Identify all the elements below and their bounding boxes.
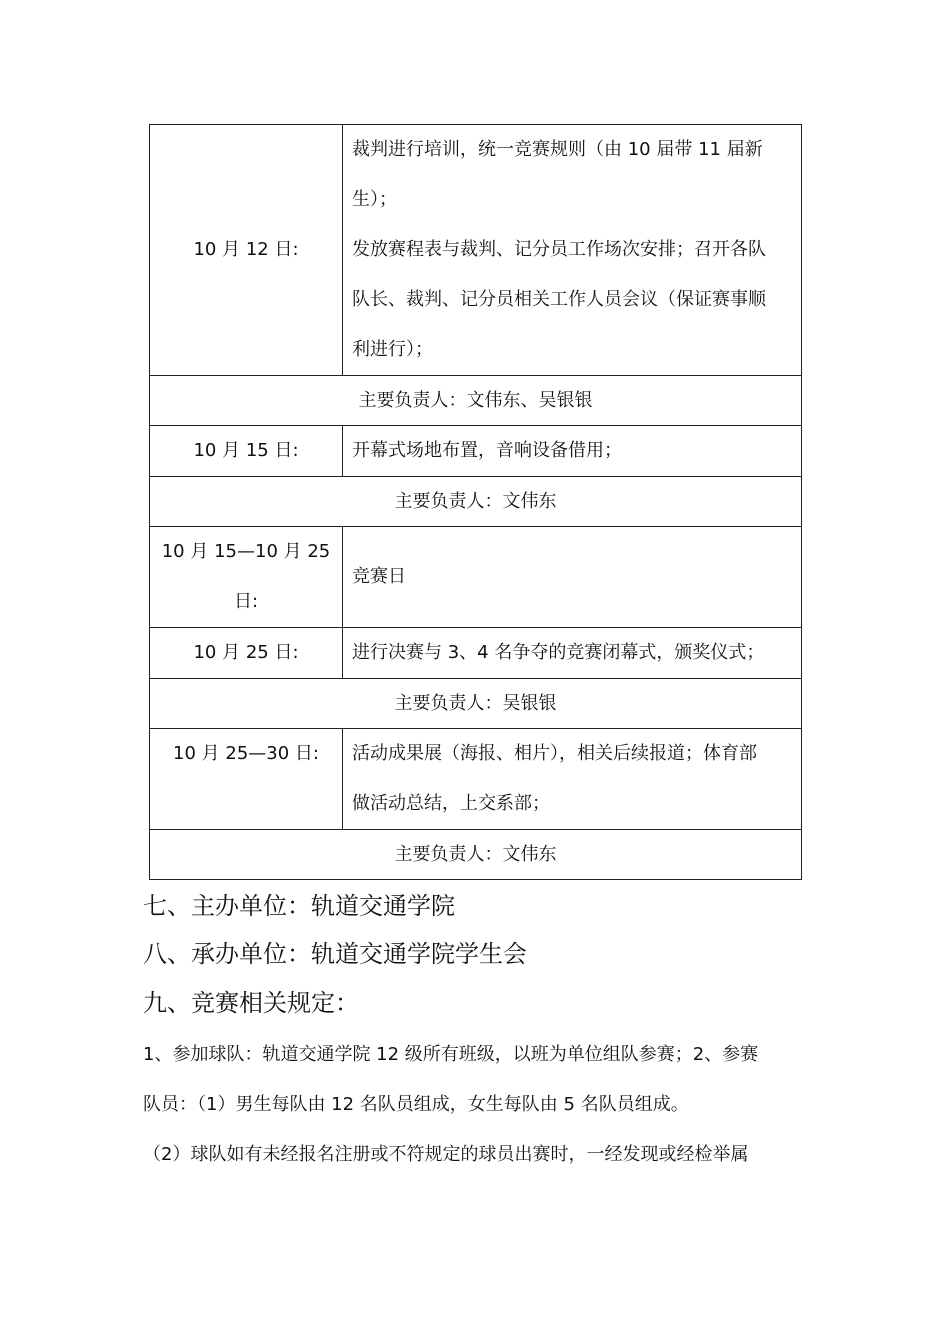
description-line: 竞赛日 (352, 566, 406, 587)
schedule-description (343, 426, 802, 477)
table-row (150, 830, 802, 880)
person-in-charge: 主要负责人：文伟东 (150, 830, 802, 880)
description-line: 进行决赛与 3、4 名争夺的竞赛闭幕式，颁奖仪式； (352, 642, 765, 663)
rules-line: 1、参加球队：轨道交通学院 12 级所有班级，以班为单位组队参赛；2、参赛 (143, 1044, 759, 1065)
schedule-date: 10 月 25—30 日: (150, 729, 343, 830)
rules-heading: 九、竞赛相关规定： (143, 989, 359, 1017)
description-line: 利进行）； (352, 339, 433, 360)
table-row (150, 477, 802, 527)
schedule-date: 10 月 12 日: (150, 125, 343, 376)
schedule-date: 10 月 15 日: (150, 426, 343, 477)
person-in-charge: 主要负责人：文伟东、吴银银 (150, 376, 802, 426)
rules-line: （2）球队如有未经报名注册或不符规定的球员出赛时，一经发现或经检举属 (143, 1144, 749, 1165)
schedule-description (343, 125, 802, 376)
table-row (150, 376, 802, 426)
description-line: 队长、裁判、记分员相关工作人员会议（保证赛事顺 (352, 289, 766, 310)
description-line: 生）； (352, 189, 397, 210)
rules-paragraph (143, 1030, 813, 1180)
description-line: 发放赛程表与裁判、记分员工作场次安排；召开各队 (352, 239, 766, 260)
table-row (150, 125, 802, 376)
schedule-description (343, 729, 802, 830)
description-line: 活动成果展（海报、相片），相关后续报道；体育部 (352, 743, 757, 764)
table-row (150, 679, 802, 729)
schedule-table (149, 124, 802, 880)
co-organizer-heading: 八、承办单位：轨道交通学院学生会 (143, 940, 527, 968)
organizer-heading: 七、主办单位：轨道交通学院 (143, 892, 455, 920)
schedule-date (150, 527, 343, 628)
description-line: 做活动总结，上交系部； (352, 793, 550, 814)
schedule-date: 10 月 25 日: (150, 628, 343, 679)
description-line: 开幕式场地布置，音响设备借用； (352, 440, 622, 461)
person-in-charge: 主要负责人：吴银银 (150, 679, 802, 729)
table-row (150, 628, 802, 679)
schedule-description (343, 628, 802, 679)
table-row (150, 527, 802, 628)
rules-line: 队员：（1）男生每队由 12 名队员组成，女生每队由 5 名队员组成。 (143, 1094, 689, 1115)
table-row (150, 729, 802, 830)
description-line: 裁判进行培训，统一竞赛规则（由 10 届带 11 届新 (352, 139, 763, 160)
person-in-charge: 主要负责人：文伟东 (150, 477, 802, 527)
date-line: 10 月 15—10 月 25 (161, 541, 331, 562)
date-line: 日: (233, 591, 259, 612)
schedule-description (343, 527, 802, 628)
table-row (150, 426, 802, 477)
